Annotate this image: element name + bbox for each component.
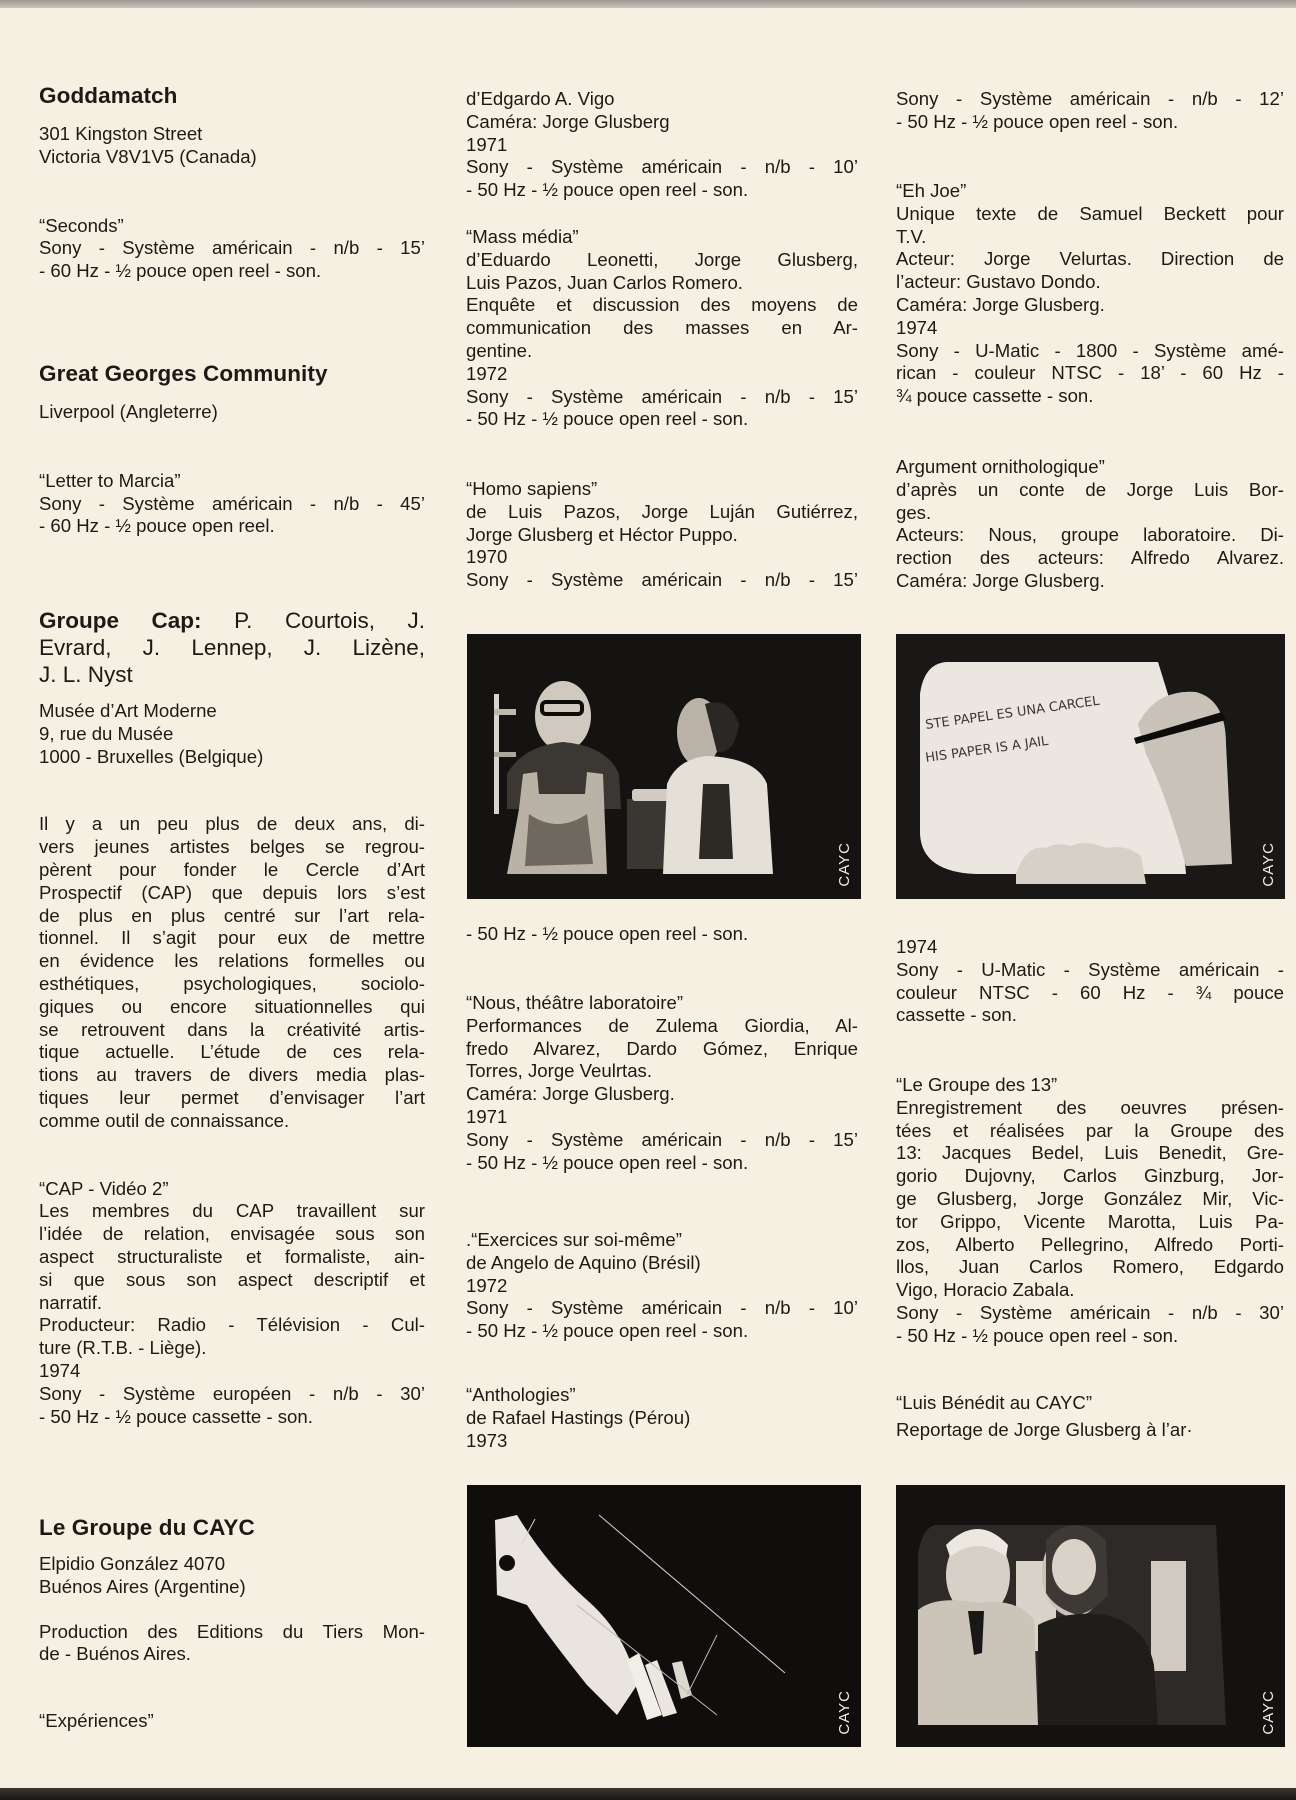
work-spec: ¾ pouce cassette - son. [896,385,1094,407]
work-spec: - 50 Hz - ½ pouce open reel - son. [896,1324,1179,1346]
paragraph-line: de Luis Pazos, Jorge Luján Gutiérrez, [466,500,858,522]
work-author: de Rafael Hastings (Pérou) [466,1406,691,1428]
work-spec: couleur NTSC - 60 Hz - ¾ pouce [896,981,1284,1003]
entry-cont-specs [896,88,1284,134]
paragraph-line: se retrouvent dans la créativité artis- [39,1018,425,1040]
entry-heading-rest: P. Courtois, J. [234,608,425,633]
work-title: “Nous, théâtre laboratoire” [466,992,684,1013]
work-spec: Sony - Système américain - n/b - 30’ [896,1301,1284,1323]
work-title: “Eh Joe” [896,180,967,201]
entry-groupe-cap [39,607,425,1428]
paragraph-line: fredo Alvarez, Dardo Gómez, Enrique [466,1037,858,1059]
paragraph-line: T.V. [896,225,927,247]
paragraph-line: Unique texte de Samuel Beckett pour [896,202,1284,224]
paragraph-line: l’acteur: Gustavo Dondo. [896,271,1101,293]
work-spec: rican - couleur NTSC - 18’ - 60 Hz - [896,362,1284,384]
paragraph-line: ture (R.T.B. - Liège). [39,1337,207,1359]
work-camera: Caméra: Jorge Glusberg. [896,293,1105,315]
entry-great-georges [39,360,425,538]
entry-benedit [896,1392,1284,1442]
paragraph-line: Torres, Jorge Veulrtas. [466,1060,653,1082]
work-camera: Caméra: Jorge Glusberg. [466,1083,675,1105]
entry-anthologies [466,1384,858,1452]
work-year: 1971 [466,133,508,155]
work-spec: - 50 Hz - ½ pouce open reel - son. [466,1151,749,1173]
work-year: 1974 [39,1359,81,1381]
paragraph-line: ge Glusberg, Jorge González Mir, Vic- [896,1187,1284,1209]
paragraph-line: Prospectif (CAP) que depuis lors s’est [39,881,425,903]
paragraph-line: Il y a un peu plus de deux ans, di- [39,813,425,835]
entry-heading-line: J. L. Nyst [39,662,133,687]
entry-heading-group [39,607,425,688]
entry-homo-sapiens-cont [466,923,858,946]
address-line: Buénos Aires (Argentine) [39,1575,246,1597]
work-spec: Sony - Système américain - n/b - 15’ [39,237,425,259]
work-year: 1972 [466,362,508,384]
work-title: “Luis Bénédit au CAYC” [896,1392,1093,1413]
work-year: 1974 [896,936,938,957]
paragraph-line: de plus en plus centré sur l’art rela- [39,904,425,926]
entry-exercices [466,1229,858,1343]
work-title: “Expériences” [39,1710,154,1732]
address-line: Elpidio González 4070 [39,1553,226,1574]
paragraph-line: Les membres du CAP travaillent sur [39,1200,425,1222]
paragraph-line: giques ou encore situationnelles qui [39,995,425,1017]
paragraph-line: l’idée de relation, envisagée sous son [39,1223,425,1245]
paragraph-line: si que sous son aspect descriptif et [39,1268,425,1290]
paragraph-line: 13: Jacques Bedel, Luis Benedit, Gre- [896,1142,1284,1164]
work-spec: Sony - Système européen - n/b - 30’ [39,1382,425,1404]
work-title: “Anthologies” [466,1384,576,1405]
entry-heading: Le Groupe du CAYC [39,1515,255,1540]
work-spec: Sony - Système américain - n/b - 45’ [39,492,425,514]
paragraph-line: Acteur: Jorge Velurtas. Direction de [896,248,1284,270]
photo-theatre-image [467,634,861,899]
paragraph-line: en évidence les relations formelles ou [39,950,425,972]
work-title: “Letter to Marcia” [39,469,181,491]
paragraph-line: tor Grippo, Vicente Marotta, Luis Pa- [896,1210,1284,1232]
photo-credit: CAYC [836,1690,853,1735]
paragraph-line: Acteurs: Nous, groupe laboratoire. Di- [896,524,1284,546]
paragraph-line: communication des masses en Ar- [466,317,858,339]
paragraph-line: gentine. [466,339,533,361]
photo-abstract-image [467,1485,861,1747]
work-spec: - 50 Hz - ½ pouce open reel - son. [466,1320,749,1342]
address-line: Victoria V8V1V5 (Canada) [39,145,257,167]
work-author: de Angelo de Aquino (Brésil) [466,1251,701,1273]
paragraph-line: Performances de Zulema Giordia, Al- [466,1014,858,1036]
work-spec: - 60 Hz - ½ pouce open reel. [39,515,275,537]
address-line: 9, rue du Musée [39,722,174,744]
paragraph-line: Producteur: Radio - Télévision - Cul- [39,1314,425,1336]
work-spec: Sony - Système américain - n/b - 10’ [466,1297,858,1319]
paragraph-line: pèrent pour fonder le Cercle d’Art [39,858,425,880]
work-year: 1970 [466,546,508,568]
photo-paper-jail [896,634,1285,899]
work-author: d’Edgardo A. Vigo [466,88,615,109]
address-line: 301 Kingston Street [39,123,203,144]
work-spec: - 50 Hz - ½ pouce open reel - son. [466,408,749,430]
paragraph-line: Luis Pazos, Juan Carlos Romero. [466,271,743,293]
work-year: 1972 [466,1274,508,1296]
work-camera: Caméra: Jorge Glusberg [466,110,670,132]
work-year: 1973 [466,1429,508,1451]
paper-handwriting-2: HIS PAPER IS A JAIL [924,733,1050,766]
work-spec: - 50 Hz - ½ pouce open reel - son. [896,110,1179,132]
entry-heading: Goddamatch [39,83,178,108]
photo-theatre-performers [467,634,861,899]
paragraph-line: llos, Juan Carlos Romero, Edgardo [896,1256,1284,1278]
entry-heading-bold: Groupe Cap: [39,608,202,633]
page-bottom-edge [0,1788,1296,1800]
work-camera: Caméra: Jorge Glusberg. [896,569,1105,591]
work-spec: Sony - Système américain - n/b - 15’ [466,569,858,591]
paragraph-line: tiques leur permet d’envisager l’art [39,1086,425,1108]
cap-intro-paragraph [39,813,425,1132]
address-line: Musée d’Art Moderne [39,700,217,721]
paragraph-line: d’Eduardo Leonetti, Jorge Glusberg, [466,248,858,270]
entry-goddamatch [39,82,425,283]
work-spec: Sony - U-Matic - Système américain - [896,958,1284,980]
work-spec: - 60 Hz - ½ pouce open reel - son. [39,260,322,282]
work-title: “Le Groupe des 13” [896,1074,1058,1095]
work-spec: Sony - Système américain - n/b - 12’ [896,88,1284,109]
entry-nous-theatre [466,992,858,1174]
paper-handwriting-1: STE PAPEL ES UNA CARCEL [924,693,1101,733]
entry-argument-cont [896,936,1284,1027]
work-spec: - 50 Hz - ½ pouce open reel - son. [466,923,749,944]
paragraph-line: zos, Alberto Pellegrino, Alfredo Porti- [896,1233,1284,1255]
work-title: “Seconds” [39,214,124,236]
address-line: Liverpool (Angleterre) [39,401,218,422]
entry-heading-line: Evrard, J. Lennep, J. Lizène, [39,635,425,660]
paragraph-line: Jorge Glusberg et Héctor Puppo. [466,523,738,545]
cap-video-description [39,1200,425,1428]
paragraph-line: vers jeunes artistes belges se regrou- [39,836,425,858]
photo-paper-image [896,634,1285,899]
entry-homo-sapiens [466,478,858,592]
paragraph-line: comme outil de connaissance. [39,1109,290,1131]
work-title: .“Exercices sur soi-même” [466,1229,682,1250]
entry-argument [896,456,1284,593]
photo-two-men-image [896,1485,1285,1747]
paragraph-line: Enregistrement des oeuvres présen- [896,1096,1284,1118]
work-title: Argument ornithologique” [896,456,1105,477]
work-year: 1974 [896,316,938,338]
work-spec: - 50 Hz - ½ pouce open reel - son. [466,179,749,201]
work-title: “CAP - Vidéo 2” [39,1177,169,1199]
work-spec: - 50 Hz - ½ pouce cassette - son. [39,1405,313,1427]
entry-heading: Great Georges Community [39,361,328,386]
address-line: 1000 - Bruxelles (Belgique) [39,745,264,767]
work-spec: cassette - son. [896,1004,1017,1026]
paragraph-line: Enquête et discussion des moyens de [466,294,858,316]
work-spec: Sony - Système américain - n/b - 15’ [466,385,858,407]
paragraph-line: tées et réalisées par la Groupe des [896,1119,1284,1141]
photo-credit: CAYC [1260,1690,1277,1735]
photo-two-men [896,1485,1285,1747]
work-spec: Sony - Système américain - n/b - 15’ [466,1128,858,1150]
work-year: 1971 [466,1105,508,1127]
entry-mass-media [466,226,858,431]
paragraph-line: ges. [896,501,932,523]
paragraph-line: d’après un conte de Jorge Luis Bor- [896,478,1284,500]
paragraph-line: aspect structuraliste et formaliste, ain- [39,1245,425,1267]
entry-eh-joe [896,180,1284,408]
paragraph-line: gorio Dujovny, Carlos Ginzburg, Jor- [896,1165,1284,1187]
paragraph-line: esthétiques, psychologiques, sociolo- [39,972,425,994]
work-spec: Sony - Système américain - n/b - 10’ [466,156,858,178]
production-line: Production des Editions du Tiers Mon- [39,1620,425,1642]
paragraph-line: Vigo, Horacio Zabala. [896,1279,1075,1301]
production-line: de - Buénos Aires. [39,1643,191,1665]
entry-experiences-cont [466,88,858,202]
paragraph-line: Reportage de Jorge Glusberg à l’ar· [896,1418,1193,1440]
paragraph-line: tique actuelle. L’étude de ces rela- [39,1041,425,1063]
work-title: “Mass média” [466,226,579,247]
paragraph-line: tionnel. Il s’agit pour eux de mettre [39,927,425,949]
paragraph-line: rection des acteurs: Alfredo Alvarez. [896,547,1284,569]
page-top-edge [0,0,1296,8]
work-title: “Homo sapiens” [466,478,598,499]
paragraph-line: tions au travers de divers media plas- [39,1064,425,1086]
entry-groupe-cayc [39,1514,425,1733]
entry-groupe-13 [896,1074,1284,1348]
paragraph-line: narratif. [39,1291,103,1313]
photo-abstract-hand [467,1485,861,1747]
photo-credit: CAYC [836,842,853,887]
work-spec: Sony - U-Matic - 1800 - Système amé- [896,339,1284,361]
photo-credit: CAYC [1260,842,1277,887]
